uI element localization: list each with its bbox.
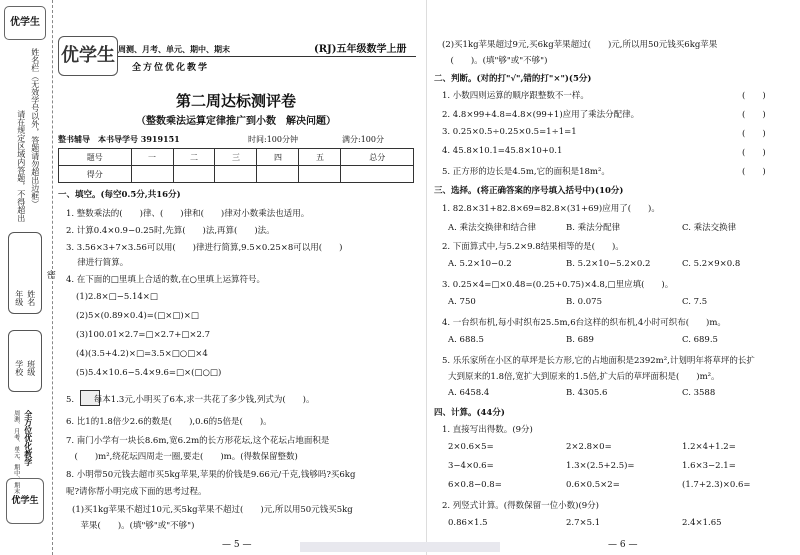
calc-item: 1.2×4+1.2= [682, 442, 736, 452]
question-line: 1. 整数乘法的( )律、( )律和( )律对小数乘法也适用。 [66, 209, 310, 219]
question-line: (2)5×(0.89×0.4)=(□×□)×□ [76, 311, 199, 321]
score-head-cell: 二 [173, 149, 215, 166]
section-judge-heading: 二、判断。(对的打"√",错的打"×")(5分) [434, 74, 592, 84]
score-cell[interactable] [215, 166, 257, 183]
section-choice-heading: 三、选择。(将正确答案的序号填入括号中)(10分) [434, 186, 624, 196]
score-head-cell: 三 [215, 149, 257, 166]
question-line: 3. 3.56×3+7×3.56可以用( )律进行简算,9.5×0.25×8可以用( ) [66, 243, 343, 253]
question-line: 4. 在下面的□里填上合适的数,在○里填上运算符号。 [66, 275, 265, 285]
question-line: 苹果( )。(填"够"或"不够") [72, 521, 195, 531]
calc-item: 3−4×0.6= [448, 461, 494, 471]
right-page [432, 0, 792, 555]
choice-option[interactable]: A. 5.2×10−0.2 [448, 259, 512, 269]
scan-band [300, 542, 500, 552]
choice-option[interactable]: A. 750 [448, 297, 476, 307]
choice-option[interactable]: B. 0.075 [566, 297, 602, 307]
judge-answer-box[interactable]: ( ) [742, 91, 766, 101]
left-page [52, 0, 420, 555]
score-head-cell: 五 [299, 149, 341, 166]
question-line: 2. 计算0.4×0.9−0.25时,先算( )法,再算( )法。 [66, 226, 275, 236]
exam-full-score: 满分:100分 [342, 135, 384, 144]
score-cell[interactable] [299, 166, 341, 183]
calc-item: 2.4×1.65 [682, 518, 722, 528]
margin-note: 姓名栏（无效学号以外，答题请勿超出边框） [30, 48, 40, 208]
question-line: (4)(3.5+4.2)×□=3.5×□○□×4 [76, 349, 208, 359]
calc-item: 0.6×0.5×2= [566, 480, 620, 490]
judge-answer-box[interactable]: ( ) [742, 148, 766, 158]
judge-item: 3. 0.25×0.5÷0.25×0.5=1÷1=1 [442, 127, 577, 137]
calc-item: 1.6×3−2.1= [682, 461, 736, 471]
margin-logo-bottom: 优学生 [6, 478, 44, 524]
question-line: 呢?请你帮小明完成下面的思考过程。 [66, 487, 207, 497]
exam-time: 时间:100分钟 [248, 135, 298, 144]
exam-subtitle: （整数乘法运算定律推广到小数 解决问题） [136, 116, 336, 127]
school-field-box[interactable] [8, 330, 42, 392]
grade-field-label: 年级 [14, 290, 24, 306]
margin-brand-sub: 周测、月考、单元、期中、期末 [12, 410, 20, 494]
score-row-label: 得分 [59, 166, 132, 183]
choice-option[interactable]: A. 乘法交换律和结合律 [448, 223, 537, 233]
calc-item: 0.86×1.5 [448, 518, 488, 528]
question-line: 律进行简算。 [66, 258, 129, 268]
choice-option[interactable]: C. 5.2×9×0.8 [682, 259, 741, 269]
exam-title: 第二周达标测评卷 [175, 92, 296, 110]
choice-option[interactable]: A. 6458.4 [448, 388, 490, 398]
header-rule [118, 56, 416, 57]
center-fold [426, 0, 427, 555]
calc-item: (1.7+2.3)×0.6= [682, 480, 751, 490]
question-line: (3)100.01×2.7=□×2.7+□×2.7 [76, 330, 211, 340]
class-field-label: 班级 [26, 360, 36, 376]
choice-option[interactable]: B. 4305.6 [566, 388, 608, 398]
choice-question: 2. 下面算式中,与5.2×9.8结果相等的是( )。 [442, 242, 624, 252]
judge-answer-box[interactable]: ( ) [742, 167, 766, 177]
score-head-cell: 四 [257, 149, 299, 166]
calc-item: 2×0.6×5= [448, 442, 494, 452]
question-line: 8. 小明带50元钱去超市买5kg苹果,苹果的价钱是9.66元/千克,钱够吗?买6kg [66, 470, 356, 480]
judge-item: 1. 小数四则运算的顺序跟整数不一样。 [442, 91, 589, 101]
page-number-left: — 5 — [222, 540, 252, 550]
choice-option[interactable]: C. 689.5 [682, 335, 718, 345]
section-fill-heading: 一、填空。(每空0.5分,共16分) [58, 190, 181, 200]
judge-answer-box[interactable]: ( ) [742, 129, 766, 139]
choice-question-cont: 大到原来的1.8倍,宽扩大到原来的1.5倍,扩大后的草坪面积是( )m²。 [448, 372, 720, 382]
header-grade: (RJ)五年级数学上册 [314, 44, 407, 55]
score-cell[interactable] [341, 166, 414, 183]
section-calc-heading: 四、计算。(44分) [434, 408, 505, 418]
question-line: 6. 比1的1.8倍少2.6的数是( ),0.6的5倍是( )。 [66, 417, 272, 427]
seal-mark: 密 [44, 270, 55, 279]
question-line: 7. 南门小学有一块长8.6m,宽6.2m的长方形花坛,这个花坛占地面积是 [66, 436, 330, 446]
exam-info: 整书辅导 本书导学号 3919151 [58, 134, 180, 144]
calc-item: 6×0.8−0.8= [448, 480, 502, 490]
question-line: 5. 每本1.3元,小明买了6本,求一共花了多少钱,列式为( )。 [66, 395, 315, 405]
judge-item: 5. 正方形的边长是4.5m,它的面积是18m²。 [442, 167, 610, 177]
binding-margin [0, 0, 53, 555]
calc-subheading: 1. 直接写出得数。(9分) [442, 425, 533, 435]
score-cell[interactable] [257, 166, 299, 183]
calc-item: 2×2.8×0= [566, 442, 612, 452]
score-cell[interactable] [173, 166, 215, 183]
score-cell[interactable] [131, 166, 173, 183]
judge-answer-box[interactable]: ( ) [742, 110, 766, 120]
score-head-cell: 一 [131, 149, 173, 166]
score-head-cell: 总分 [341, 149, 414, 166]
score-table [58, 148, 414, 183]
judge-item: 2. 4.8×99+4.8=4.8×(99+1)应用了乘法分配律。 [442, 110, 640, 120]
calc-item: 2.7×5.1 [566, 518, 601, 528]
score-head-cell: 题号 [59, 149, 132, 166]
margin-logo: 优学生 [4, 6, 46, 40]
choice-question: 4. 一台织布机,每小时织布25.5m,6台这样的织布机,4小时可织布( )m。 [442, 318, 726, 328]
choice-question: 1. 82.8×31+82.8×69=82.8×(31+69)应用了( )。 [442, 204, 660, 214]
calc-item: 1.3×(2.5+2.5)= [566, 461, 635, 471]
header-top-line: 周测、月考、单元、期中、期末 [118, 44, 230, 54]
header-slogan: 全方位优化教学 [132, 63, 210, 73]
question-line: (1)买1kg苹果不超过10元,买5kg苹果不超过( )元,所以用50元钱买5kg [72, 505, 353, 515]
choice-option[interactable]: C. 7.5 [682, 297, 708, 307]
choice-question: 5. 乐乐家所在小区的草坪是长方形,它的占地面积是2392m²,计划明年将草坪的长扩 [442, 356, 755, 366]
score-value-row [59, 166, 414, 183]
choice-option[interactable]: B. 689 [566, 335, 594, 345]
margin-note-2: 请在规定区域内答题，不得超出 [16, 110, 26, 222]
choice-option[interactable]: C. 3588 [682, 388, 716, 398]
school-field-label: 学校 [14, 360, 24, 376]
choice-option[interactable]: A. 688.5 [448, 335, 484, 345]
header-logo: 优学生 [58, 36, 118, 76]
judge-item: 4. 45.8×10.1=45.8×10+0.1 [442, 146, 563, 156]
question-line: (1)2.8×□−5.14×□ [76, 292, 158, 302]
question-line: (5)5.4×10.6−5.4×9.6=□×(□○□) [76, 368, 222, 378]
question-line: ( )m²,绕花坛四周走一圈,要走( )m。(得数保留整数) [66, 452, 298, 462]
calc-subheading: 2. 列竖式计算。(得数保留一位小数)(9分) [442, 501, 599, 511]
choice-question: 3. 0.25×4=□×0.48=(0.25+0.75)×4.8,□里应填( )。 [442, 280, 674, 290]
question-line: (2)买1kg苹果超过9元,买6kg苹果超过( )元,所以用50元钱买6kg苹果 [442, 40, 718, 50]
page-number-right: — 6 — [608, 540, 638, 550]
choice-option[interactable]: C. 乘法交换律 [682, 223, 737, 233]
name-field-label: 姓名 [26, 290, 36, 306]
question-line: ( )。(填"够"或"不够") [442, 56, 548, 66]
choice-option[interactable]: B. 乘法分配律 [566, 223, 621, 233]
choice-option[interactable]: B. 5.2×10−5.2×0.2 [566, 259, 651, 269]
score-header-row [59, 149, 414, 166]
margin-brand: 全方位优化教学 [23, 410, 34, 466]
